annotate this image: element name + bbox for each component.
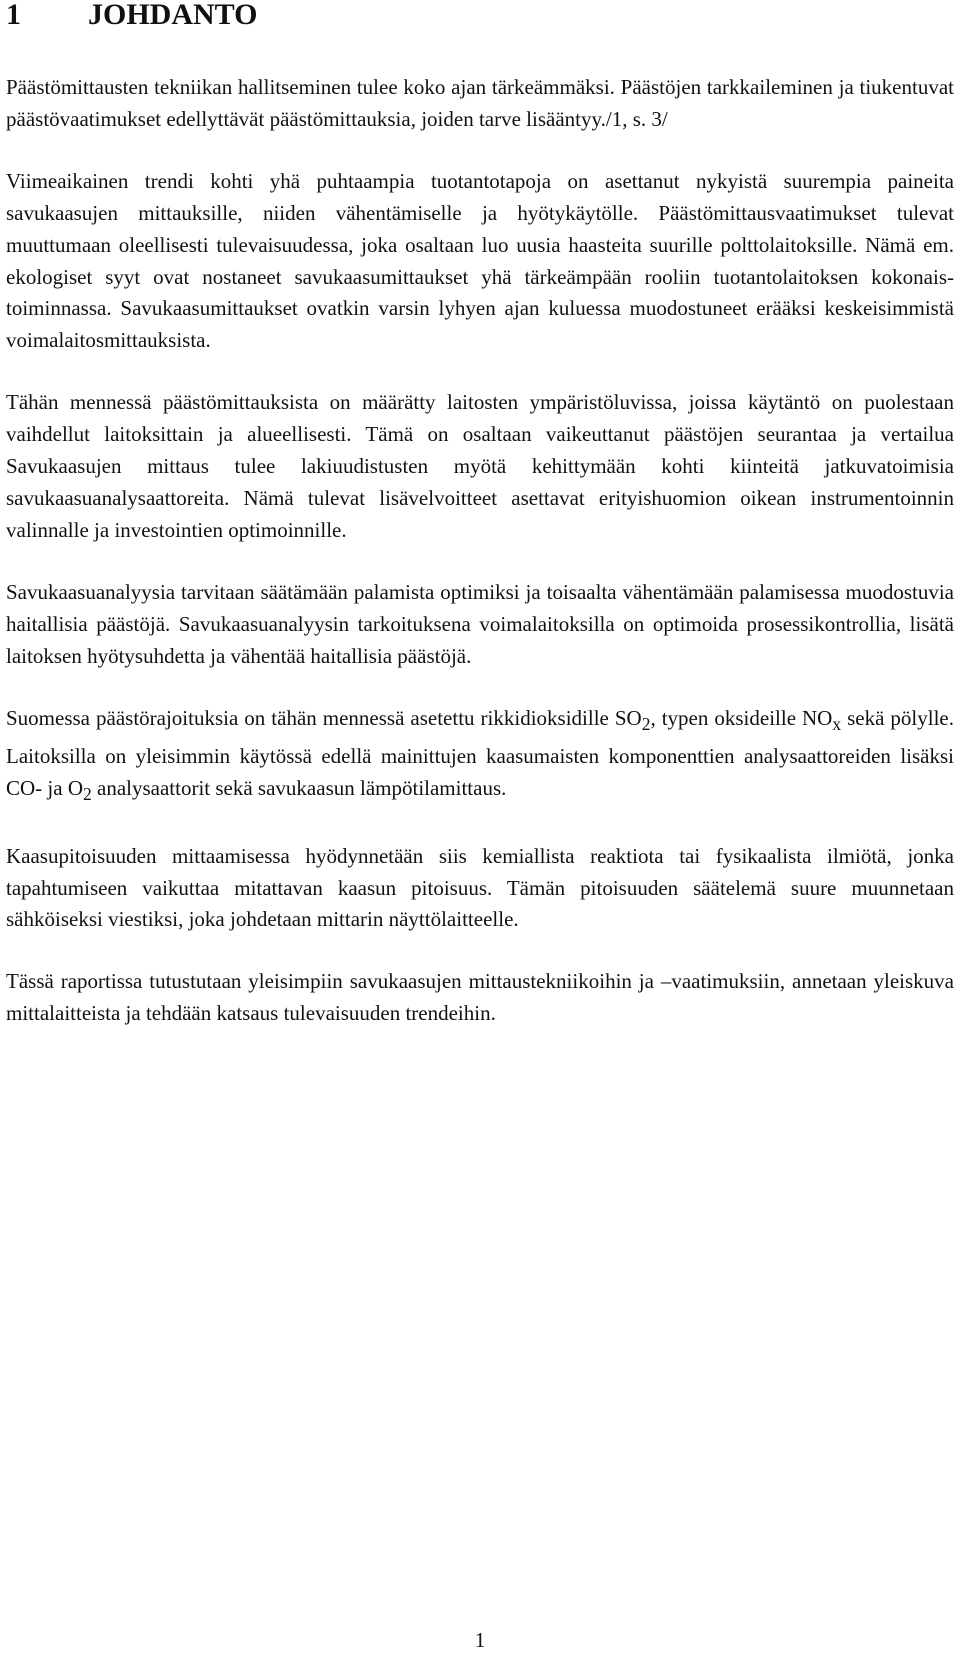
document-page [6,0,954,1060]
emission-text-1: Suomessa päästörajoituksia on tähän mennessä asetettu rikkidioksidille SO [6,705,642,730]
paragraph-trend: Viimeaikainen trendi kohti yhä puhtaampia tuotantotapoja on asettanut nykyistä suurempia paineita savukaasujen mittauksille, niiden vähentämiselle ja hyötykäytölle. Päästömittausvaatimukset tulevat muuttumaan oleellisesti tulevaisuudessa, joka osaltaan luo uusia haasteita suurille polttolaitoksille. Nämä em. ekologiset syyt ovat nostaneet savukaasumittaukset yhä tärkeämpään rooliin tuotantolaitoksen kokonaistoiminnassa. Savukaasumittaukset ovatkin varsin lyhyen ajan kuluessa muodostuneet erääksi keskeisimmistä voimalaitosmittauksista. [6,168,954,353]
so2-subscript: 2 [641,713,651,734]
chapter-number: 1 [6,0,21,31]
paragraph-intro: Päästömittausten tekniikan hallitseminen tulee koko ajan tärkeämmäksi. Päästöjen tarkkaileminen ja tiukentuvat päästövaatimukset edellyttävät päästömittauksia, joiden tarve lisääntyy./1, s. 3/ [6,75,954,131]
chapter-body [6,72,954,1030]
o2-subscript: 2 [83,783,92,804]
paragraph-report-scope: Tässä raportissa tutustutaan yleisimpiin savukaasujen mittaustekniikoihin ja –vaatimuksiin, annetaan yleiskuva mittalaitteista ja tehdään katsaus tulevaisuuden trendeihin. [6,969,954,1026]
paragraph-measurement-principle: Kaasupitoisuuden mittaamisessa hyödynnetään siis kemiallista reaktiota tai fysikaalista ilmiötä, jonka tapahtumiseen vaikuttaa mitattavan kaasun pitoisuus. Tämän pitoisuuden säätelemä suure muunnetaan sähköiseksi viestiksi, joka johdetaan mittarin näyttölaitteelle. [6,843,954,932]
page-number: 1 [474,1628,486,1652]
chapter-title: JOHDANTO [88,0,258,31]
chapter-heading [6,0,954,30]
paragraph-emission-limits [6,703,954,811]
emission-text-2: , typen oksideille NO [650,705,833,730]
paragraph-current-practice: Tähän mennessä päästömittauksista on määrätty laitosten ympäristöluvissa, joissa käytäntö on puolestaan vaihdellut laitoksittain ja alueellisesti. Tämä on osaltaan vaikeuttanut päästöjen seurantaa ja vertailua Savukaasujen mittaus tulee lakiuudistusten myötä kehittymään kohti kiinteitä jatkuvatoimisia savukaasuanalysaattoreita. Nämä tulevat lisävelvoitteet asettavat erityishuomion oikean instrumentoinnin valinnalle ja investointien optimoinnille. [6,390,954,542]
emission-text-4: analysaattorit sekä savukaasun lämpötilamittaus. [91,775,507,800]
paragraph-purpose: Savukaasuanalyysia tarvitaan säätämään palamista optimiksi ja toisaalta vähentämään palamisessa muodostuvia haitallisia päästöjä. Savukaasuanalyysin tarkoituksena voimalaitoksilla on optimoida prosessikontrollia, lisätä laitoksen hyötysuhdetta ja vähentää haitallisia päästöjä. [6,579,954,668]
emission-text-3: sekä pölylle. Laitoksilla on yleisimmin käytössä edellä mainittujen kaasumaisten komponenttien analysaattoreiden lisäksi CO- ja O [6,705,954,800]
nox-subscript: x [832,713,842,734]
